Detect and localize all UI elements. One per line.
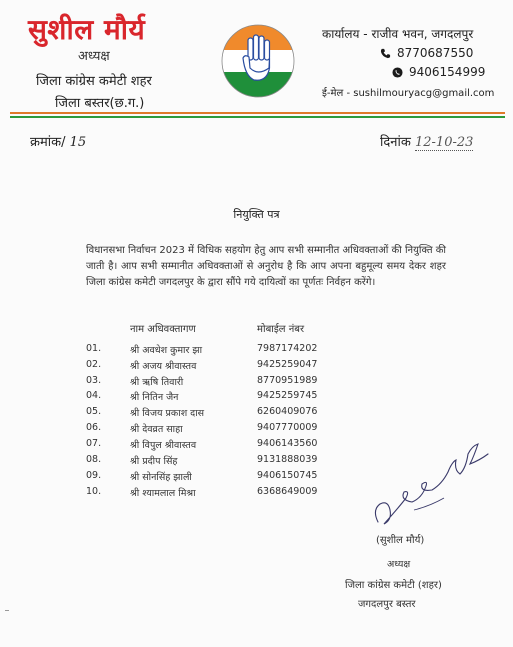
row-name: श्री सोनसिंह झाली [130,472,192,483]
row-name: श्री नितिन जैन [130,392,179,403]
date-label: दिनांक [380,135,411,150]
reference-number [30,132,86,150]
letter-date [380,132,473,150]
row-mobile: 9425259745 [257,390,318,401]
row-number: 10. [86,486,102,497]
table-row [86,343,386,359]
table-row [86,454,386,470]
table-row [86,470,386,486]
divider-green [10,116,505,118]
divider-saffron [10,112,505,114]
table-row [86,375,386,391]
letter-title: नियुक्ति पत्र [233,208,280,221]
row-name: श्री विजय प्रकाश दास [130,408,205,419]
congress-hand-logo [221,24,295,98]
reference-value: 15 [69,135,87,150]
table-header-name: नाम अधिवक्तागण [130,324,196,335]
row-number: 03. [86,375,102,386]
row-number: 08. [86,454,102,465]
row-number: 07. [86,438,102,449]
row-mobile: 9425259047 [257,359,318,370]
row-name: श्री अजय श्रीवास्तव [130,361,197,372]
signatory-unit: जिला कांग्रेस कमेटी (शहर) [345,580,442,591]
letterhead-unit-line2: जिला बस्तर(छ.ग.) [55,96,145,111]
whatsapp-icon [392,67,403,78]
row-number: 01. [86,343,102,354]
phone-line [380,46,473,60]
letter-body: विधानसभा निर्वाचन 2023 में विधिक सहयोग हेतु आप सभी सम्मानीत अधिवक्ताओं की नियुक्ति की जाती है। आप सभी सम्मानीत अधिवक्ताओं से अनुरोध है कि आप अपना बहुमूल्य समय देकर शहर जिला कांग्रेस कमेटी जगदलपुर के द्वारा सौंपे गये दायित्वों का पूर्णतः निर्वहन करेंगे। [86,245,446,288]
row-number: 02. [86,359,102,370]
office-address: कार्यालय - राजीव भवन, जगदलपुर [322,27,474,41]
phone-number[interactable]: 8770687550 [397,46,474,60]
signatory-place: जगदलपुर बस्तर [358,599,416,610]
signatory-designation: अध्यक्ष [387,559,411,570]
phone-icon [380,48,391,59]
row-mobile: 9407770009 [257,422,318,433]
table-row [86,486,386,502]
table-row [86,390,386,406]
row-number: 05. [86,406,102,417]
row-name: श्री प्रदीप सिंह [130,456,178,467]
row-number: 06. [86,422,102,433]
row-mobile: 6260409076 [257,406,318,417]
row-mobile: 9131888039 [257,454,318,465]
table-row [86,422,386,438]
row-number: 09. [86,470,102,481]
row-mobile: 9406143560 [257,438,318,449]
row-name: श्री अवधेश कुमार झा [130,345,203,356]
letterhead-designation: अध्यक्ष [78,49,110,64]
whatsapp-number[interactable]: 9406154999 [409,65,486,79]
date-value: 12-10-23 [414,135,474,150]
reference-label: क्रमांक/ [30,135,66,150]
handwritten-signature [370,440,490,530]
row-number: 04. [86,390,102,401]
email-address[interactable]: ई-मेल - sushilmouryacg@gmail.com [322,88,495,99]
table-row [86,406,386,422]
table-row [86,359,386,375]
signatory-name: (सुशील मौर्य) [376,535,425,546]
row-mobile: 8770951989 [257,375,318,386]
row-name: श्री देवव्रत साहा [130,424,183,435]
letterhead-name: सुशील मौर्य [28,13,146,46]
row-name: श्री विपुल श्रीवास्तव [130,440,197,451]
page-edge-mark [5,610,9,611]
row-mobile: 9406150745 [257,470,318,481]
row-mobile: 7987174202 [257,343,318,354]
row-name: श्री श्यामलाल मिश्रा [130,488,196,499]
table-row [86,438,386,454]
table-header-mobile: मोबाईल नंबर [257,324,305,335]
row-name: श्री ऋषि तिवारी [130,377,184,388]
letterhead-unit-line1: जिला कांग्रेस कमेटी शहर [36,74,152,89]
row-mobile: 6368649009 [257,486,318,497]
whatsapp-line [392,65,485,79]
